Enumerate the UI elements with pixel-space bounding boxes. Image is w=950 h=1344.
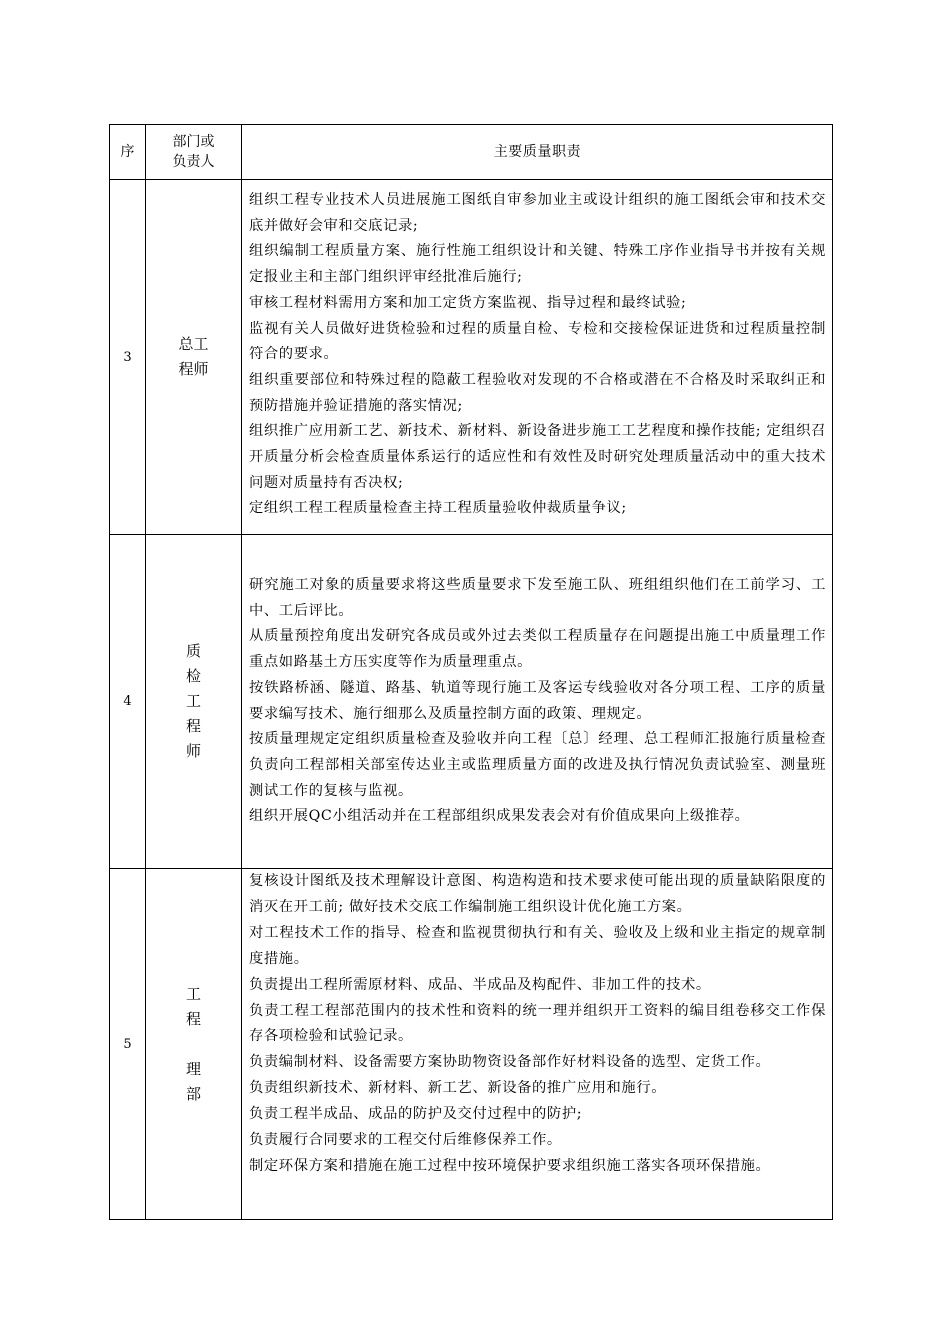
row-num: 4 bbox=[110, 535, 146, 869]
duty-item: 按质量理规定定组织质量检查及验收并向工程〔总〕经理、总工程师汇报施行质量检查负责向工程部相关部室传达业主或监理质量方面的改进及执行情况负责试验室、测量班测试工作的复核与监视。 bbox=[249, 731, 826, 799]
dept-line: 理 bbox=[185, 1059, 201, 1078]
duty-item: 负责工程工程部范围内的技术性和资料的统一理并组织开工资料的编目组卷移交工作保存各项检验和试验记录。 bbox=[249, 1002, 826, 1045]
dept-line: 程师 bbox=[178, 360, 209, 378]
duty-item: 组织重要部位和特殊过程的隐蔽工程验收对发现的不合格或潜在不合格及时采取纠正和预防措施并验证措施的落实情况; bbox=[249, 371, 826, 414]
duty-item: 组织工程专业技术人员进展施工图纸自审参加业主或设计组织的施工图纸会审和技术交底并做好会审和交底记录; bbox=[249, 192, 826, 234]
duty-item: 按铁路桥涵、隧道、路基、轨道等现行施工及客运专线验收对各分项工程、工序的质量要求编写技术、施行细那么及质量控制方面的政策、理规定。 bbox=[249, 679, 826, 722]
dept-line: 程 bbox=[185, 1009, 201, 1028]
duty-item: 复核设计图纸及技术理解设计意图、构造构造和技术要求使可能出现的质量缺陷限度的消灭在开工前; 做好技术交底工作编制施工组织设计优化施工方案。 bbox=[249, 873, 826, 915]
row-duties bbox=[242, 869, 833, 1220]
table-row bbox=[110, 869, 833, 1220]
header-num: 序 bbox=[110, 125, 146, 180]
duty-item: 从质量预控角度出发研究各成员或外过去类似工程质量存在问题提出施工中质量理工作重点如路基土方压实度等作为质量理重点。 bbox=[249, 628, 826, 671]
dept-line: 部 bbox=[185, 1084, 201, 1103]
duty-item: 研究施工对象的质量要求将这些质量要求下发至施工队、班组组织他们在工前学习、工中、工后评比。 bbox=[249, 576, 826, 619]
header-dept-line1: 部门或 bbox=[172, 134, 215, 150]
header-dept-line2: 负责人 bbox=[172, 154, 215, 170]
dept-line: 师 bbox=[185, 742, 201, 760]
row-duties bbox=[242, 180, 833, 535]
table-row bbox=[110, 535, 833, 869]
duty-item: 监视有关人员做好进货检验和过程的质量自检、专检和交接检保证进货和过程质量控制符合的要求。 bbox=[249, 320, 826, 363]
dept-line: 工 bbox=[185, 984, 201, 1003]
duty-item: 负责工程半成品、成品的防护及交付过程中的防护; bbox=[249, 1106, 583, 1123]
row-dept bbox=[146, 535, 242, 869]
duty-item: 负责组织新技术、新材料、新工艺、新设备的推广应用和施行。 bbox=[249, 1080, 667, 1097]
dept-line: 总工 bbox=[178, 335, 209, 353]
header-duty: 主要质量职责 bbox=[242, 125, 833, 180]
dept-line: 检 bbox=[185, 667, 201, 685]
row-dept bbox=[146, 869, 242, 1220]
quality-duty-table bbox=[109, 124, 833, 1220]
duty-item: 负责编制材料、设备需要方案协助物资设备部作好材料设备的选型、定货工作。 bbox=[249, 1054, 771, 1071]
duty-item: 负责履行合同要求的工程交付后维修保养工作。 bbox=[249, 1132, 562, 1149]
row-dept bbox=[146, 180, 242, 535]
row-duties bbox=[242, 535, 833, 869]
dept-line: 程 bbox=[185, 717, 201, 735]
duty-item: 对工程技术工作的指导、检查和监视贯彻执行和有关、验收及上级和业主指定的规章制度措施。 bbox=[249, 924, 826, 967]
table-row bbox=[110, 180, 833, 535]
row-num: 3 bbox=[110, 180, 146, 535]
duty-item: 定组织工程工程质量检查主持工程质量验收仲裁质量争议; bbox=[249, 500, 627, 517]
duty-item: 组织编制工程质量方案、施行性施工组织设计和关键、特殊工序作业指导书并按有关规定报业主和主部门组织评审经批准后施行; bbox=[249, 243, 826, 286]
dept-line: 工 bbox=[185, 692, 201, 710]
dept-line-gap bbox=[146, 1032, 241, 1057]
duty-item: 负责提出工程所需原材料、成品、半成品及构配件、非加工件的技术。 bbox=[249, 976, 711, 993]
duty-item: 审核工程材料需用方案和加工定货方案监视、指导过程和最终试验; bbox=[249, 294, 687, 311]
dept-line: 质 bbox=[185, 642, 201, 660]
duty-item: 制定环保方案和措施在施工过程中按环境保护要求组织施工落实各项环保措施。 bbox=[249, 1157, 771, 1174]
row-num: 5 bbox=[110, 869, 146, 1220]
table-header-row bbox=[110, 125, 833, 180]
header-dept bbox=[146, 125, 242, 180]
duty-item: 组织开展QC小组活动并在工程部组织成果发表会对有价值成果向上级推荐。 bbox=[249, 808, 750, 825]
duty-item: 组织推广应用新工艺、新技术、新材料、新设备进步施工工艺程度和操作技能; 定组织召开质量分析会检查质量体系运行的适应性和有效性及时研究处理质量活动中的重大技术问题对质量持有否决权; bbox=[249, 423, 826, 491]
